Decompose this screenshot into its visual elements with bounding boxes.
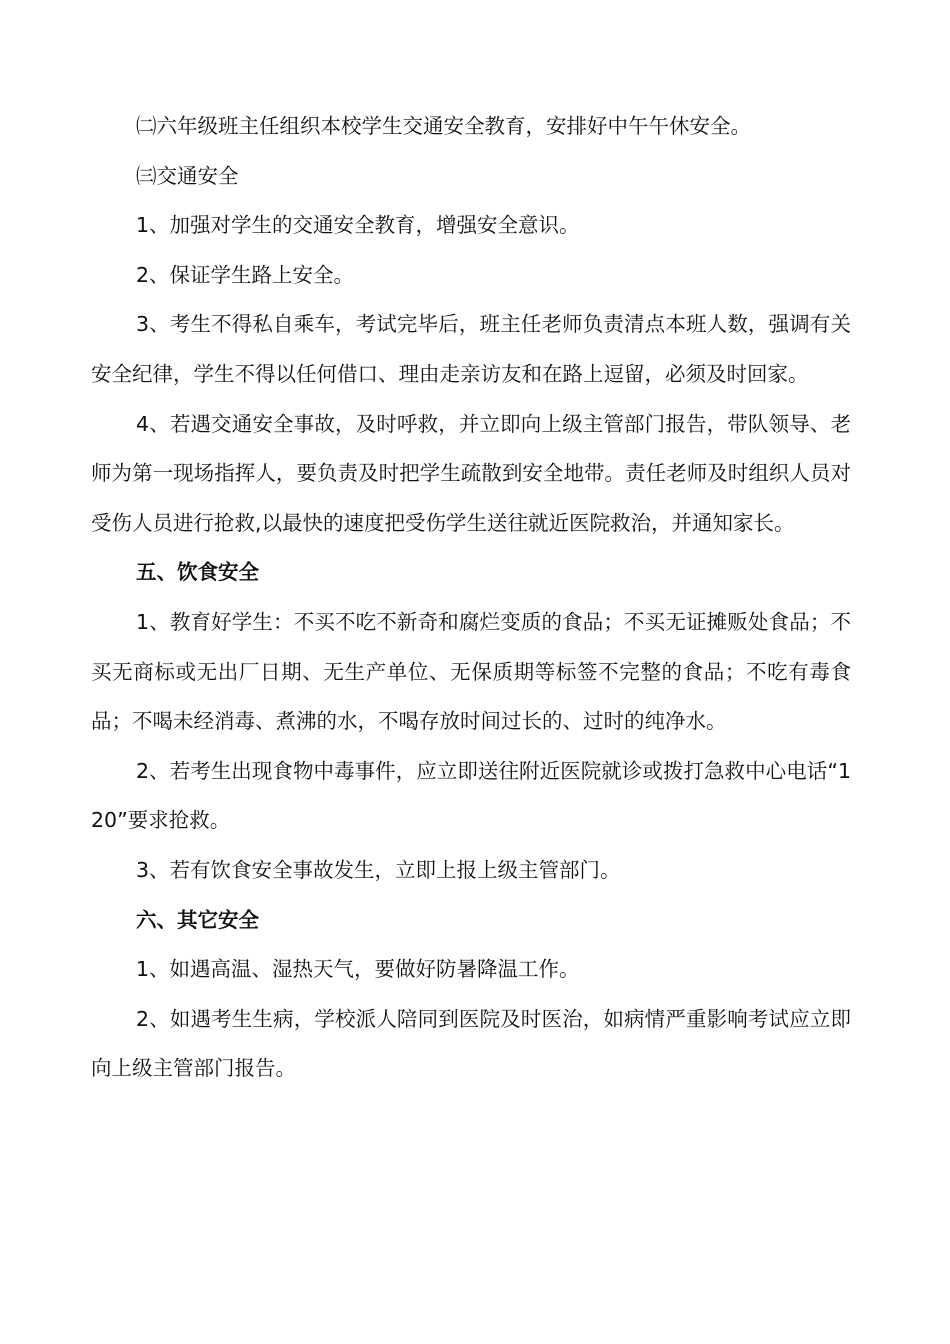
para-traffic-1: 1、加强对学生的交通安全教育，增强安全意识。	[136, 213, 580, 238]
para-traffic-3: 3、考生不得私自乘车，考试完毕后，班主任老师负责清点本班人数，强调有关安全纪律，学生不得以任何借口、理由走亲访友和在路上逗留，必须及时回家。	[91, 312, 851, 386]
heading-other-safety: 六、其它安全	[136, 907, 259, 932]
document-body	[91, 102, 851, 1094]
heading-food-safety: 五、饮食安全	[136, 560, 259, 585]
para-food-3: 3、若有饮食安全事故发生，立即上报上级主管部门。	[136, 857, 621, 882]
para-other-1: 1、如遇高温、湿热天气，要做好防暑降温工作。	[136, 957, 580, 982]
para-food-2: 2、若考生出现食物中毒事件，应立即送往附近医院就诊或拨打急救中心电话“120”要求抢救。	[91, 758, 851, 833]
para-sixth-grade-teacher: ㈡六年级班主任组织本校学生交通安全教育，安排好中午午休安全。	[136, 114, 751, 138]
para-other-2: 2、如遇考生生病，学校派人陪同到医院及时医治，如病情严重影响考试应立即向上级主管部门报告。	[91, 1006, 851, 1081]
subheading-traffic-safety: ㈢交通安全	[136, 163, 239, 188]
para-traffic-2: 2、保证学生路上安全。	[136, 262, 355, 287]
para-traffic-4: 4、若遇交通安全事故，及时呼救，并立即向上级主管部门报告，带队领导、老师为第一现场指挥人，要负责及时把学生疏散到安全地带。责任老师及时组织人员对受伤人员进行抢救,以最快的速度把受伤学生送往就近医院救治，并通知家长。	[91, 411, 851, 535]
para-food-1: 1、教育好学生：不买不吃不新奇和腐烂变质的食品；不买无证摊贩处食品；不买无商标或无出厂日期、无生产单位、无保质期等标签不完整的食品；不吃有毒食品；不喝未经消毒、煮沸的水，不喝存放时间过长的、过时的纯净水。	[91, 609, 851, 734]
